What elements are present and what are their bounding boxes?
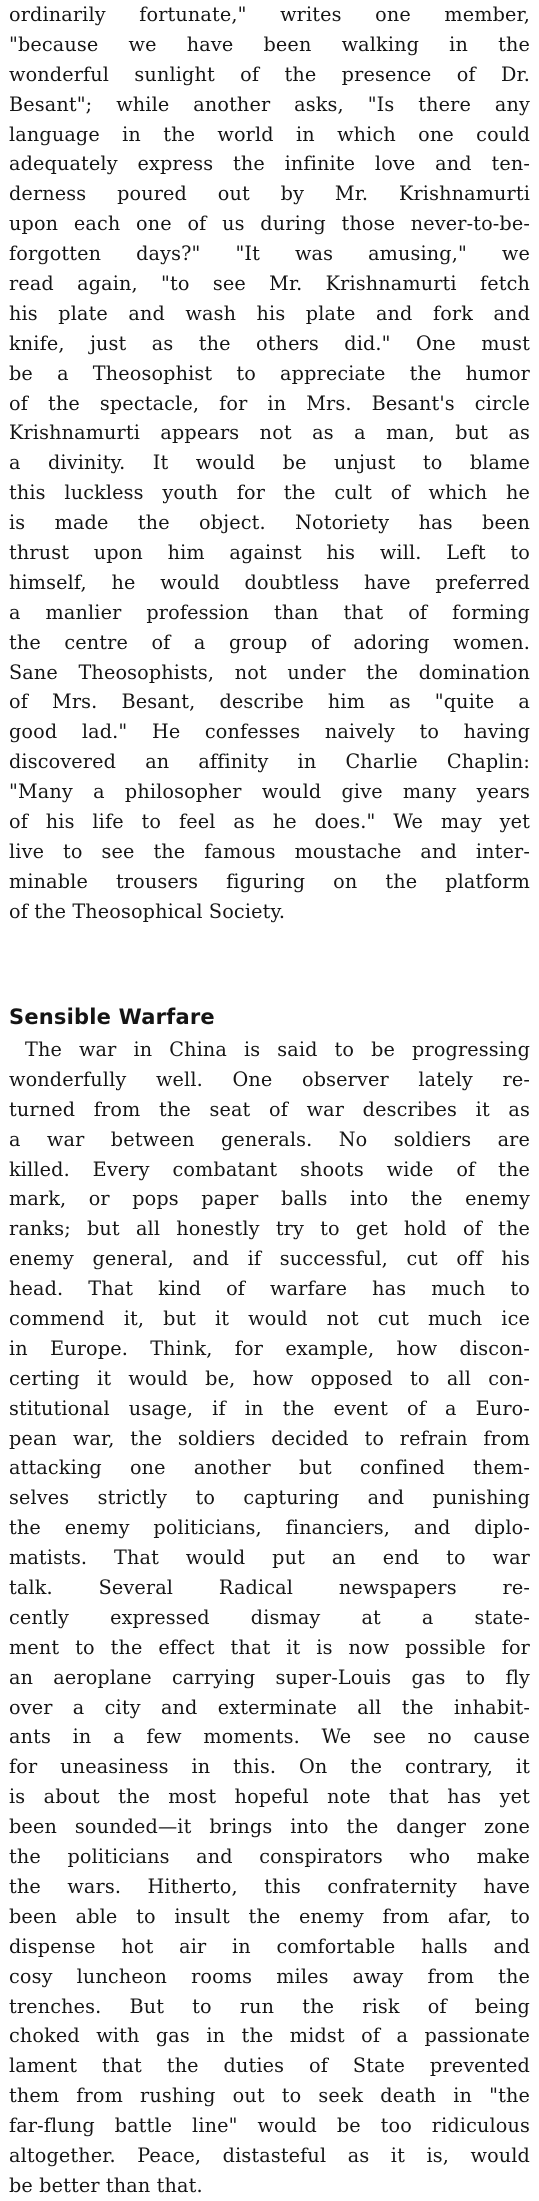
text-line: of the Theosophical Society. — [9, 899, 286, 923]
text-line: of his life to feel as he does." We may yet — [9, 810, 530, 834]
text-line: good lad." He confesses naively to having — [9, 720, 530, 744]
text-line: talk. Several Radical newspapers re- — [9, 1576, 530, 1600]
text-line: trenches. But to run the risk of being — [9, 1994, 530, 2018]
text-line: a manlier profession than that of forming — [9, 600, 530, 624]
text-line: Besant"; while another asks, "Is there any — [9, 92, 530, 116]
text-line: read again, "to see Mr. Krishnamurti fetch — [9, 272, 530, 296]
text-line: the enemy politicians, financiers, and diplo- — [9, 1516, 530, 1540]
text-line: derness poured out by Mr. Krishnamurti — [9, 182, 530, 206]
text-line: far-flung battle line" would be too ridiculous — [9, 2114, 530, 2138]
text-line: ment to the effect that it is now possible for — [9, 1635, 530, 1659]
text-line: altogether. Peace, distasteful as it is, would — [9, 2143, 530, 2167]
text-line: in Europe. Think, for example, how discon- — [9, 1336, 530, 1360]
text-line: "because we have been walking in the — [9, 32, 530, 56]
text-line: live to see the famous moustache and inter- — [9, 839, 530, 863]
text-line: wonderful sunlight of the presence of Dr. — [9, 62, 530, 86]
text-line: matists. That would put an end to war — [9, 1546, 530, 1570]
text-line: of the spectacle, for in Mrs. Besant's circle — [9, 391, 530, 415]
text-line: adequately express the infinite love and ten- — [9, 152, 530, 176]
text-line: enemy general, and if successful, cut off his — [9, 1247, 530, 1271]
text-line: an aeroplane carrying super-Louis gas to fly — [9, 1665, 530, 1689]
text-line: of Mrs. Besant, describe him as "quite a — [9, 690, 530, 714]
text-line: choked with gas in the midst of a passionate — [9, 2024, 530, 2048]
article-heading: Sensible Warfare — [9, 1005, 215, 1029]
text-line: a divinity. It would be unjust to blame — [9, 451, 530, 475]
text-line: forgotten days?" "It was amusing," we — [9, 242, 530, 266]
text-line: ants in a few moments. We see no cause — [9, 1725, 530, 1749]
text-line: discovered an affinity in Charlie Chaplin: — [9, 750, 530, 774]
text-line: cosy luncheon rooms miles away from the — [9, 1964, 530, 1988]
text-line: himself, he would doubtless have preferred — [9, 570, 530, 594]
text-line: The war in China is said to be progressing — [25, 1038, 530, 1061]
text-line: head. That kind of warfare has much to — [9, 1277, 530, 1301]
text-line: the centre of a group of adoring women. — [9, 630, 530, 654]
text-line: stitutional usage, if in the event of a Euro- — [9, 1396, 530, 1420]
text-line: commend it, but it would not cut much ice — [9, 1307, 530, 1331]
text-line: knife, just as the others did." One must — [9, 331, 530, 355]
text-line: the wars. Hitherto, this confraternity have — [9, 1874, 530, 1898]
text-line: been able to insult the enemy from afar, to — [9, 1904, 530, 1928]
text-line: mark, or pops paper balls into the enemy — [9, 1187, 530, 1211]
text-line: minable trousers figuring on the platform — [9, 869, 530, 893]
text-line: ordinarily fortunate," writes one member, — [9, 3, 530, 26]
text-line: upon each one of us during those never-to-be- — [9, 212, 530, 236]
text-line: thrust upon him against his will. Left to — [9, 541, 530, 565]
text-line: "Many a philosopher would give many years — [9, 780, 530, 804]
text-line: ranks; but all honestly try to get hold of the — [9, 1217, 530, 1241]
text-line: language in the world in which one could — [9, 122, 530, 146]
text-line: cently expressed dismay at a state- — [9, 1605, 530, 1629]
text-line: selves strictly to capturing and punishing — [9, 1486, 530, 1510]
text-line: killed. Every combatant shoots wide of the — [9, 1157, 530, 1181]
text-line: be a Theosophist to appreciate the humor — [9, 361, 530, 385]
text-line: lament that the duties of State prevented — [9, 2054, 530, 2078]
text-line: Krishnamurti appears not as a man, but as — [9, 421, 530, 445]
text-line: a war between generals. No soldiers are — [9, 1127, 530, 1151]
text-line: for uneasiness in this. On the contrary, it — [9, 1755, 530, 1779]
text-line: them from rushing out to seek death in "the — [9, 2084, 530, 2108]
text-line: dispense hot air in comfortable halls and — [9, 1934, 530, 1958]
text-line: is about the most hopeful note that has yet — [9, 1785, 530, 1809]
text-line: been sounded—it brings into the danger zone — [9, 1815, 530, 1839]
text-line: his plate and wash his plate and fork and — [9, 301, 530, 325]
text-line: turned from the seat of war describes it as — [9, 1097, 530, 1121]
previous-article-continuation — [9, 0, 530, 927]
article-sensible-warfare — [9, 999, 530, 2201]
text-line: is made the object. Notoriety has been — [9, 511, 530, 535]
text-line: pean war, the soldiers decided to refrain from — [9, 1426, 530, 1450]
text-line: attacking one another but confined them- — [9, 1456, 530, 1480]
text-line: be better than that. — [9, 2173, 203, 2197]
text-line: wonderfully well. One observer lately re- — [9, 1067, 530, 1091]
text-line: over a city and exterminate all the inhabit- — [9, 1695, 530, 1719]
text-line: this luckless youth for the cult of which he — [9, 481, 530, 505]
text-line: Sane Theosophists, not under the domination — [9, 660, 530, 684]
text-line: certing it would be, how opposed to all con- — [9, 1366, 530, 1390]
text-line: the politicians and conspirators who make — [9, 1845, 530, 1869]
